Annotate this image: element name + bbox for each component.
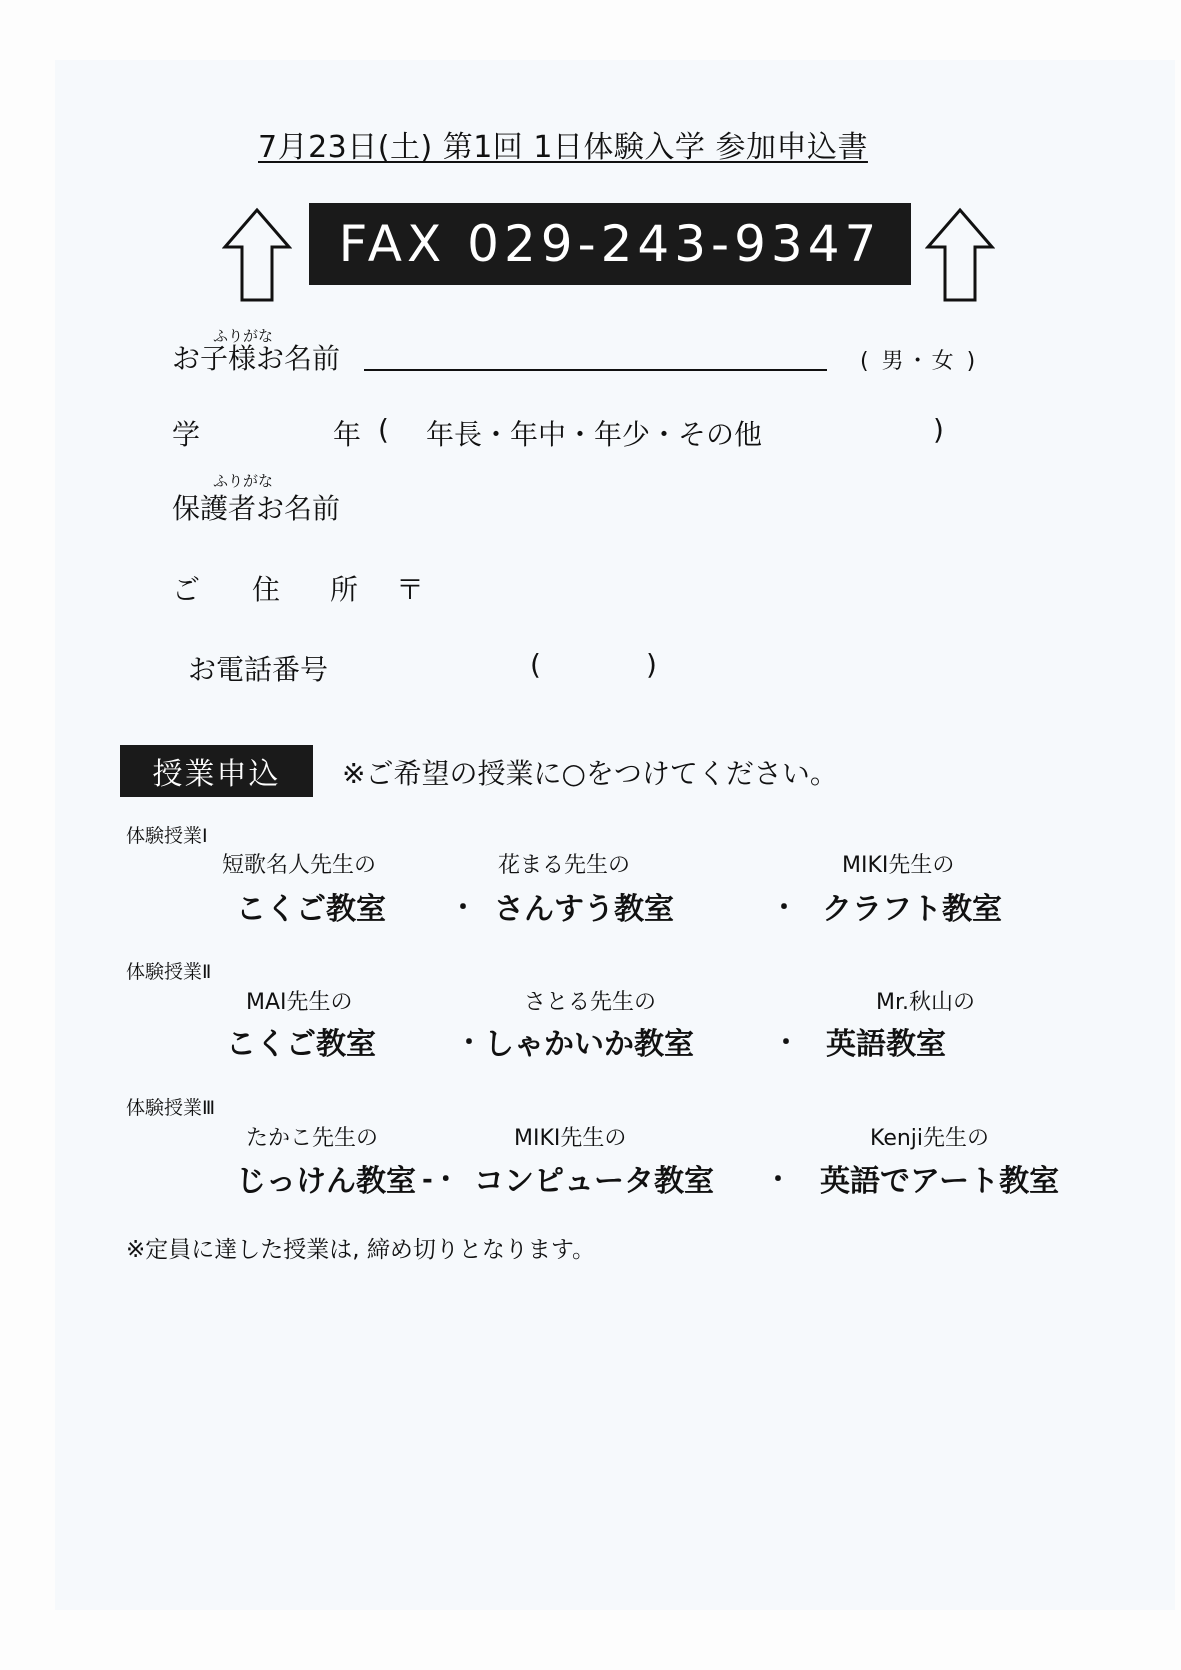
- group-2-class-1-name[interactable]: こくご教室: [226, 1027, 376, 1062]
- circle-instruction: ※ご希望の授業に○をつけてください。: [342, 757, 838, 790]
- group-1-separator-2: ・: [771, 893, 798, 923]
- group-1-separator-1: ・: [450, 893, 477, 923]
- address-label-first: ご: [172, 573, 201, 606]
- class-application-heading: 授業申込: [120, 745, 313, 797]
- phone-close-paren: ): [646, 648, 657, 681]
- address-label-second: 住: [252, 573, 281, 606]
- group-3-class-3-teacher: Kenji先生の: [870, 1126, 990, 1151]
- right-up-arrow-icon: [925, 207, 995, 303]
- guardian-name-field[interactable]: [364, 519, 944, 521]
- group-2-separator-1: ・: [456, 1028, 483, 1058]
- group-3-separator-2: ・: [765, 1165, 792, 1195]
- group-2-label: 体験授業Ⅱ: [126, 961, 212, 983]
- group-2-class-3-teacher: Mr.秋山の: [876, 990, 976, 1015]
- group-3-class-2-teacher: MIKI先生の: [514, 1126, 627, 1151]
- child-name-field[interactable]: [364, 369, 827, 371]
- left-up-arrow-icon: [222, 207, 292, 303]
- grade-label-first: 学: [172, 418, 201, 451]
- group-2-class-2-name[interactable]: しゃかいか教室: [484, 1027, 694, 1062]
- grade-open-paren: (: [378, 413, 389, 446]
- gender-options[interactable]: ( 男・女 ): [860, 349, 979, 374]
- group-3-class-2-name[interactable]: コンピュータ教室: [474, 1164, 714, 1199]
- group-3-separator-1: -・: [422, 1165, 459, 1195]
- grade-options[interactable]: 年長・年中・年少・その他: [426, 418, 763, 451]
- group-3-class-1-teacher: たかこ先生の: [246, 1126, 379, 1151]
- group-3-class-3-name[interactable]: 英語でアート教室: [820, 1164, 1060, 1199]
- group-1-class-3-name[interactable]: クラフト教室: [822, 892, 1002, 927]
- group-1-class-1-teacher: 短歌名人先生の: [222, 853, 377, 878]
- group-1-class-2-teacher: 花まる先生の: [498, 853, 631, 878]
- postal-mark: 〒: [396, 573, 425, 606]
- group-2-class-2-teacher: さとる先生の: [524, 990, 657, 1015]
- form-title: 7月23日(土) 第1回 1日体験入学 参加申込書: [258, 130, 868, 165]
- group-2-class-1-teacher: MAI先生の: [246, 990, 353, 1015]
- grade-label-second: 年: [333, 418, 362, 451]
- group-1-class-3-teacher: MIKI先生の: [842, 853, 955, 878]
- group-2-separator-2: ・: [773, 1028, 800, 1058]
- group-1-class-2-name[interactable]: さんすう教室: [494, 892, 674, 927]
- child-name-furigana: ふりがな: [213, 327, 274, 345]
- group-1-class-1-name[interactable]: こくご教室: [236, 892, 386, 927]
- phone-label: お電話番号: [188, 653, 329, 686]
- group-1-label: 体験授業Ⅰ: [126, 825, 208, 847]
- fax-banner: FAX 029-243-9347: [309, 203, 911, 285]
- group-3-class-1-name[interactable]: じっけん教室: [236, 1164, 416, 1199]
- phone-open-paren: (: [530, 648, 541, 681]
- capacity-note: ※定員に達した授業は, 締め切りとなります。: [126, 1237, 596, 1263]
- group-3-label: 体験授業Ⅲ: [126, 1097, 216, 1119]
- address-label-third: 所: [330, 573, 359, 606]
- grade-close-paren: ): [933, 413, 944, 446]
- group-2-class-3-name[interactable]: 英語教室: [826, 1027, 946, 1062]
- guardian-name-label: 保護者お名前: [172, 492, 341, 525]
- child-name-label: お子様お名前: [172, 342, 341, 375]
- guardian-furigana: ふりがな: [213, 472, 274, 490]
